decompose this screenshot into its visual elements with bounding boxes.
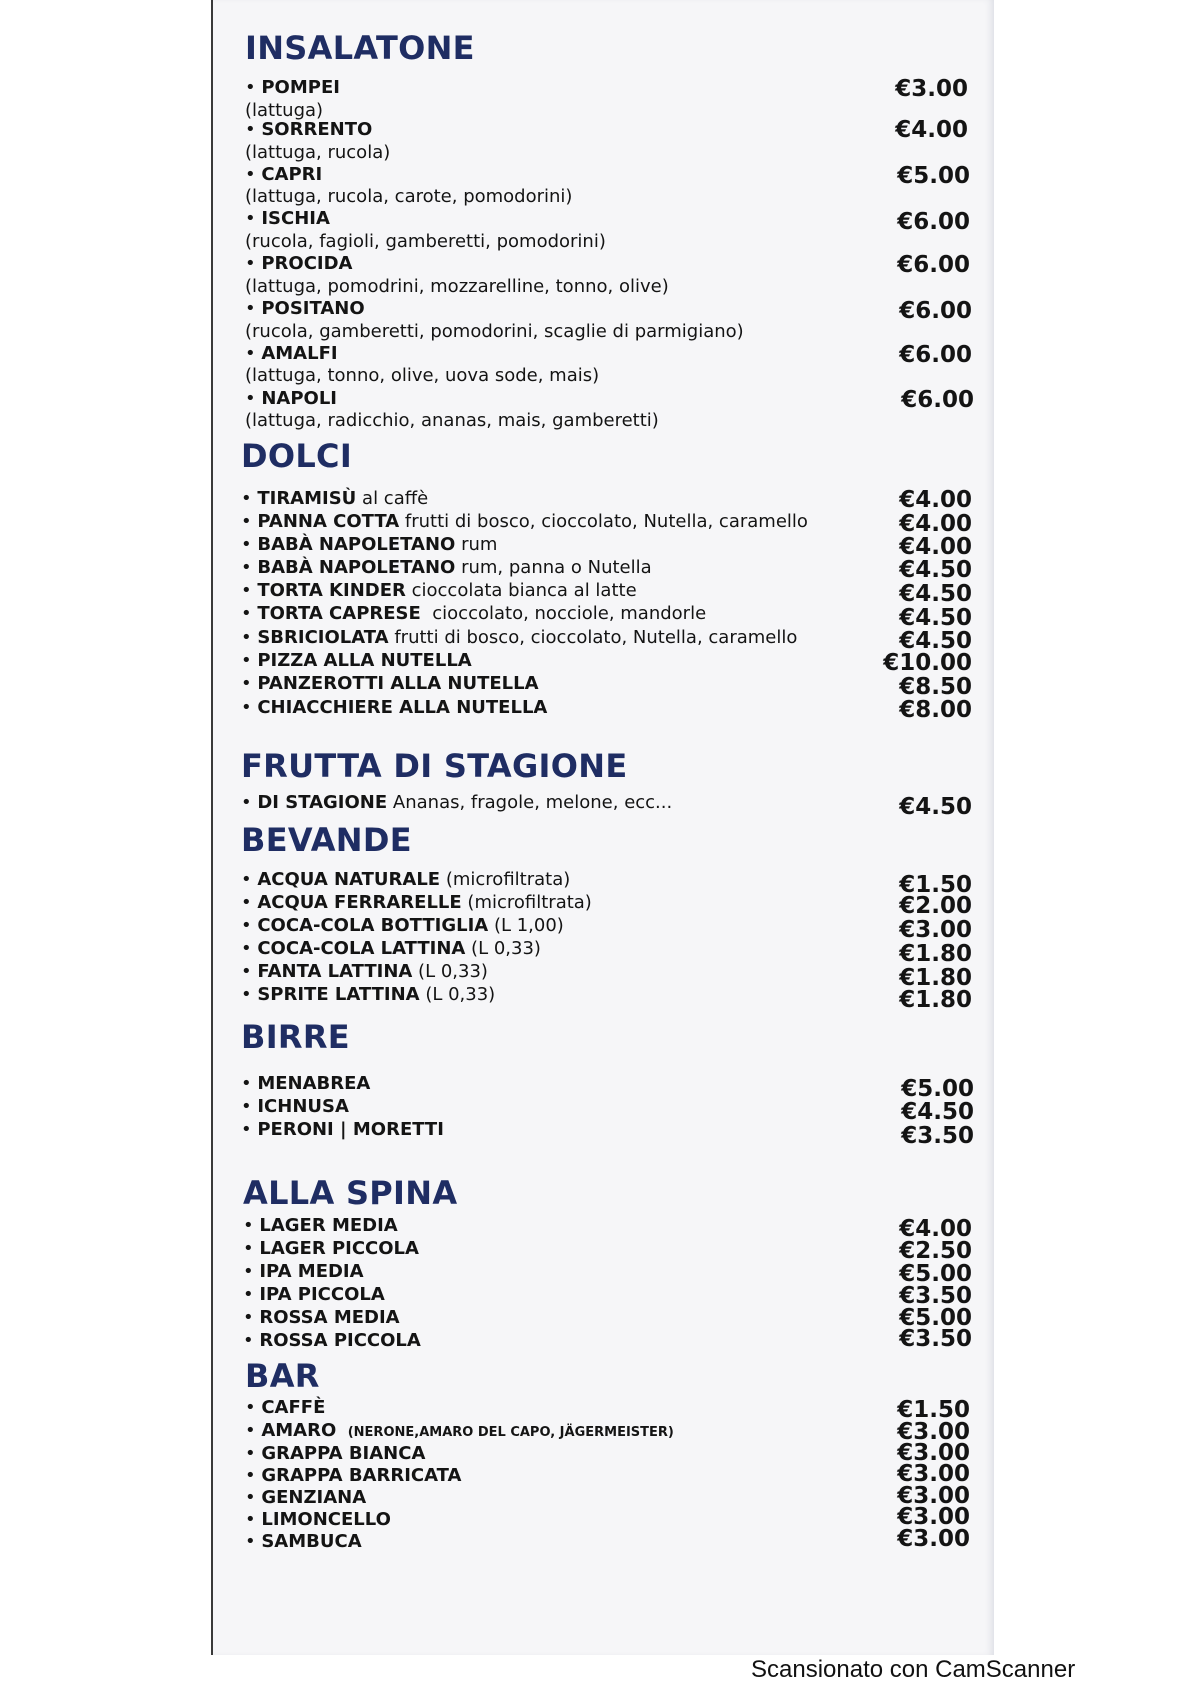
menu-item-price: €8.00 <box>899 697 972 723</box>
menu-item: • COCA-COLA BOTTIGLIA (L 1,00) <box>241 915 564 936</box>
menu-item: • SPRITE LATTINA (L 0,33) <box>241 984 496 1005</box>
menu-item-name: • NAPOLI <box>245 388 337 409</box>
menu-item-price: €4.00 <box>899 1216 972 1242</box>
menu-item-description: (lattuga, rucola) <box>245 142 391 163</box>
menu-item-price: €1.50 <box>899 872 972 898</box>
menu-item-price: €4.50 <box>899 581 972 607</box>
menu-item-price: €2.00 <box>899 893 972 919</box>
menu-item-name: • CAPRI <box>245 164 323 185</box>
menu-item-price: €3.00 <box>897 1526 970 1552</box>
menu-item: • PIZZA ALLA NUTELLA <box>241 650 472 671</box>
menu-item-description: (rucola, gamberetti, pomodorini, scaglie di parmigiano) <box>245 321 744 342</box>
menu-item-price: €6.00 <box>899 342 972 368</box>
menu-item-price: €5.00 <box>899 1305 972 1331</box>
menu-item: • TORTA KINDER cioccolata bianca al latte <box>241 580 637 601</box>
section-title-dolci: DOLCI <box>241 437 353 475</box>
menu-item-price: €3.00 <box>895 76 968 102</box>
menu-item-name: • PROCIDA <box>245 253 353 274</box>
menu-item-price: €6.00 <box>897 209 970 235</box>
menu-item-description: (lattuga, rucola, carote, pomodorini) <box>245 186 573 207</box>
menu-item-price: €5.00 <box>897 163 970 189</box>
menu-item: • LAGER MEDIA <box>243 1215 398 1236</box>
menu-item-price: €3.00 <box>897 1504 970 1530</box>
menu-item-price: €5.00 <box>899 1261 972 1287</box>
menu-item-price: €2.50 <box>899 1238 972 1264</box>
menu-item-price: €4.00 <box>899 487 972 513</box>
menu-item: • FANTA LATTINA (L 0,33) <box>241 961 488 982</box>
section-title-frutta: FRUTTA DI STAGIONE <box>241 747 628 785</box>
menu-page <box>211 0 994 1655</box>
menu-item-price: €3.50 <box>899 1326 972 1352</box>
menu-item-price: €8.50 <box>899 674 972 700</box>
menu-item: • COCA-COLA LATTINA (L 0,33) <box>241 938 541 959</box>
menu-item-name: • SORRENTO <box>245 119 373 140</box>
menu-item-price: €3.50 <box>899 1283 972 1309</box>
menu-item: • GRAPPA BARRICATA <box>245 1465 462 1486</box>
menu-item: • TIRAMISÙ al caffè <box>241 488 429 509</box>
menu-item-price: €3.00 <box>899 917 972 943</box>
menu-item-price: €3.50 <box>901 1123 974 1149</box>
menu-item: • CHIACCHIERE ALLA NUTELLA <box>241 697 548 718</box>
menu-item-price: €1.80 <box>899 965 972 991</box>
menu-item: • ROSSA MEDIA <box>243 1307 400 1328</box>
section-title-birre: BIRRE <box>241 1018 350 1056</box>
menu-item: • PERONI | MORETTI <box>241 1119 444 1140</box>
menu-item: • SAMBUCA <box>245 1531 362 1552</box>
menu-item-name: • POMPEI <box>245 77 340 98</box>
menu-item-price: €10.00 <box>883 650 972 676</box>
menu-item: • TORTA CAPRESE cioccolato, nocciole, mandorle <box>241 603 707 624</box>
menu-item: • PANZEROTTI ALLA NUTELLA <box>241 673 539 694</box>
menu-item-price: €4.00 <box>895 117 968 143</box>
menu-item-description: (rucola, fagioli, gamberetti, pomodorini) <box>245 231 606 252</box>
menu-item-price: €3.00 <box>897 1461 970 1487</box>
menu-item-description: (lattuga, pomodrini, mozzarelline, tonno, olive) <box>245 276 669 297</box>
menu-item-description: (lattuga, radicchio, ananas, mais, gamberetti) <box>245 410 659 431</box>
menu-item: • ICHNUSA <box>241 1096 349 1117</box>
menu-item: • LIMONCELLO <box>245 1509 391 1530</box>
menu-item-price: €4.50 <box>899 794 972 820</box>
menu-item: • BABÀ NAPOLETANO rum, panna o Nutella <box>241 557 652 578</box>
menu-item-name: • AMALFI <box>245 343 338 364</box>
menu-item: • SBRICIOLATA frutti di bosco, cioccolato, Nutella, caramello <box>241 627 798 648</box>
menu-item-price: €4.50 <box>899 628 972 654</box>
section-title-alla-spina: ALLA SPINA <box>243 1174 458 1212</box>
menu-item-price: €6.00 <box>901 387 974 413</box>
menu-item-price: €1.80 <box>899 941 972 967</box>
section-title-bevande: BEVANDE <box>241 821 412 859</box>
menu-item-name: • POSITANO <box>245 298 365 319</box>
menu-item: • ACQUA FERRARELLE (microfiltrata) <box>241 892 592 913</box>
section-title-insalatone: INSALATONE <box>245 29 475 67</box>
menu-item-price: €6.00 <box>897 252 970 278</box>
menu-item-price: €4.00 <box>899 534 972 560</box>
menu-item-price: €4.50 <box>899 557 972 583</box>
menu-item-price: €3.00 <box>897 1419 970 1445</box>
scanner-watermark: Scansionato con CamScanner <box>751 1656 1076 1683</box>
menu-item-price: €1.50 <box>897 1397 970 1423</box>
menu-item-description: (lattuga) <box>245 100 324 121</box>
menu-item: • BABÀ NAPOLETANO rum <box>241 534 498 555</box>
section-title-bar: BAR <box>245 1357 320 1395</box>
menu-item-price: €5.00 <box>901 1076 974 1102</box>
menu-item-price: €4.50 <box>901 1099 974 1125</box>
menu-item: • PANNA COTTA frutti di bosco, cioccolato, Nutella, caramello <box>241 511 808 532</box>
menu-item: • CAFFÈ <box>245 1397 326 1418</box>
menu-item: • GRAPPA BIANCA <box>245 1443 426 1464</box>
menu-item-price: €1.80 <box>899 987 972 1013</box>
menu-item: • ROSSA PICCOLA <box>243 1330 421 1351</box>
menu-item-description: (lattuga, tonno, olive, uova sode, mais) <box>245 365 600 386</box>
menu-item: • MENABREA <box>241 1073 371 1094</box>
menu-item: • IPA PICCOLA <box>243 1284 385 1305</box>
menu-item: • GENZIANA <box>245 1487 367 1508</box>
menu-item: • DI STAGIONE Ananas, fragole, melone, ecc... <box>241 792 673 813</box>
menu-item: • AMARO (NERONE,AMARO DEL CAPO, JÄGERMEISTER) <box>245 1420 674 1441</box>
menu-item-price: €4.00 <box>899 511 972 537</box>
menu-item: • ACQUA NATURALE (microfiltrata) <box>241 869 571 890</box>
menu-item: • IPA MEDIA <box>243 1261 364 1282</box>
menu-item-price: €6.00 <box>899 298 972 324</box>
menu-item-price: €3.00 <box>897 1483 970 1509</box>
menu-item-price: €3.00 <box>897 1440 970 1466</box>
menu-item-price: €4.50 <box>899 605 972 631</box>
menu-item: • LAGER PICCOLA <box>243 1238 419 1259</box>
menu-item-name: • ISCHIA <box>245 208 330 229</box>
